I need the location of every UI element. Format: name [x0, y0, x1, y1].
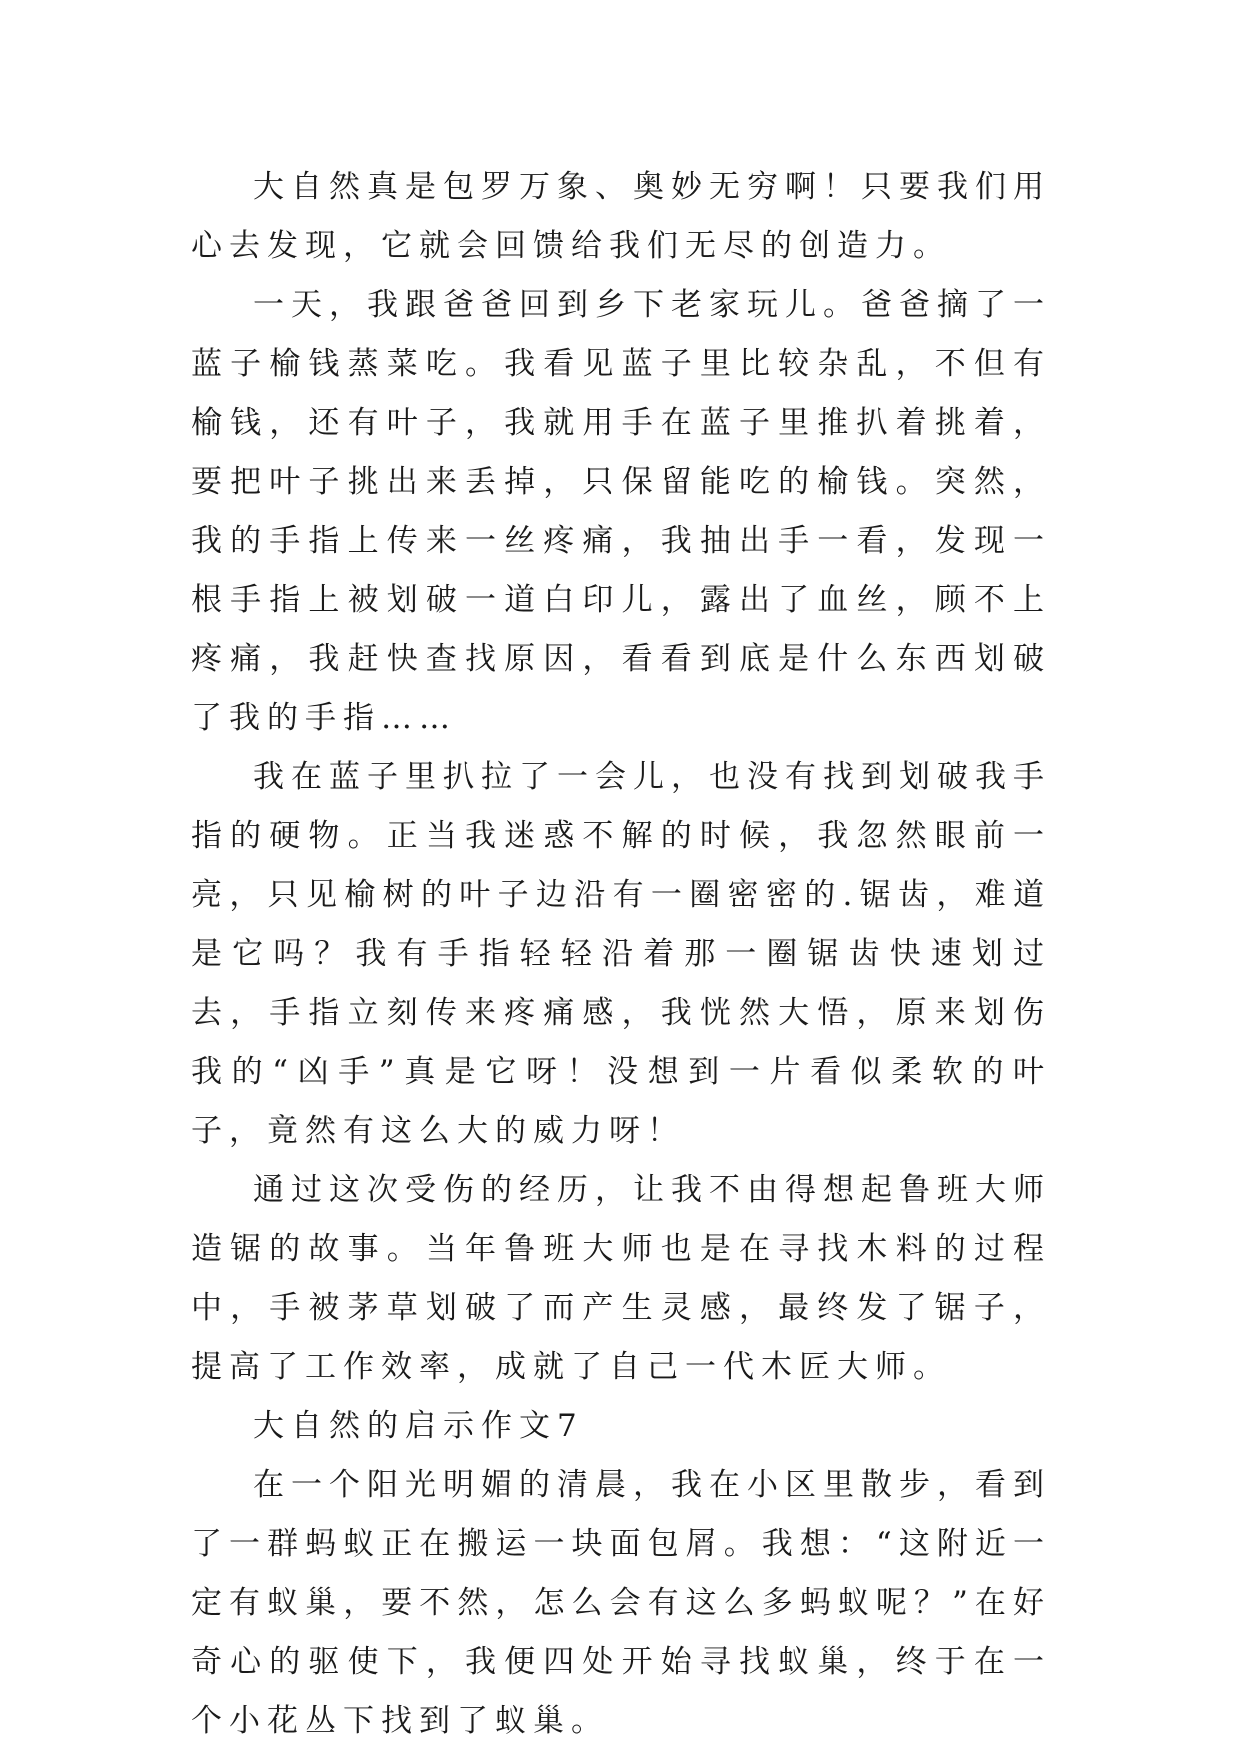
paragraph-discovery: 我在蓝子里扒拉了一会儿，也没有找到划破我手指的硬物。正当我迷惑不解的时候，我忽然眼前一亮，只见榆树的叶子边沿有一圈密密的.锯齿，难道是它吗？我有手指轻轻沿着那一圈锯齿快速划过去，手指立刻传来疼痛感，我恍然大悟，原来划伤我的“凶手”真是它呀！没想到一片看似柔软的叶子，竟然有这么大的威力呀！: [191, 759, 1051, 1149]
paragraph-intro: 大自然真是包罗万象、奥妙无穷啊！只要我们用心去发现，它就会回馈给我们无尽的创造力。: [191, 169, 1051, 264]
paragraph-ants: 在一个阳光明媚的清晨，我在小区里散步，看到了一群蚂蚁正在搬运一块面包屑。我想：“这附近一定有蚁巢，要不然，怎么会有这么多蚂蚁呢？”在好奇心的驱使下，我便四处开始寻找蚁巢，终于在一个小花丛下找到了蚁巢。: [191, 1467, 1051, 1739]
section-heading: 大自然的启示作文7: [253, 1408, 584, 1444]
document-body: [191, 158, 1051, 1751]
paragraph-reflection: 通过这次受伤的经历，让我不由得想起鲁班大师造锯的故事。当年鲁班大师也是在寻找木料的过程中，手被茅草划破了而产生灵感，最终发了锯子，提高了工作效率，成就了自己一代木匠大师。: [191, 1172, 1051, 1385]
paragraph-story: 一天，我跟爸爸回到乡下老家玩儿。爸爸摘了一蓝子榆钱蒸菜吃。我看见蓝子里比较杂乱，不但有榆钱，还有叶子，我就用手在蓝子里推扒着挑着，要把叶子挑出来丢掉，只保留能吃的榆钱。突然，我的手指上传来一丝疼痛，我抽出手一看，发现一根手指上被划破一道白印儿，露出了血丝，顾不上疼痛，我赶快查找原因，看看到底是什么东西划破了我的手指……: [191, 287, 1051, 736]
